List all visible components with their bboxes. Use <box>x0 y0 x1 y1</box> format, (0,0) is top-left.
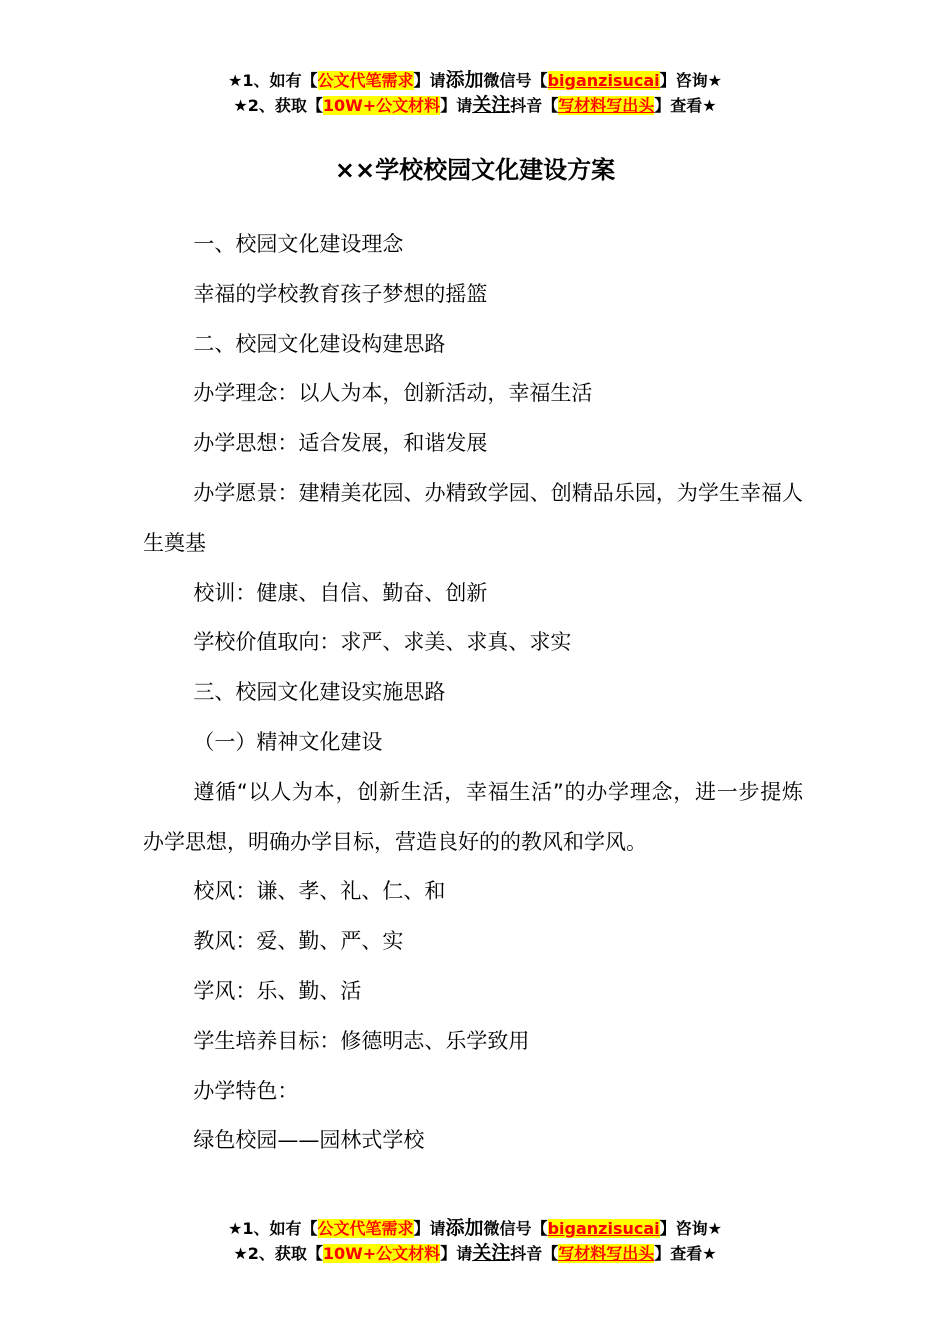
banner-line2-mid2: 抖音【 <box>510 1244 559 1263</box>
banner-line1-mid2: 微信号【 <box>483 1219 548 1238</box>
banner-line2-suffix: 】查看★ <box>654 96 717 115</box>
paragraph: 学校价值取向：求严、求美、求真、求实 <box>193 630 572 655</box>
banner-line1-emphasis: 添加 <box>445 69 484 91</box>
banner-line1-wechat-id[interactable]: biganzisucai <box>547 71 660 90</box>
banner-line-2 <box>0 1241 950 1266</box>
paragraph: 幸福的学校教育孩子梦想的摇篮 <box>193 281 488 306</box>
paragraph: 办学理念：以人为本，创新活动，幸福生活 <box>193 381 593 406</box>
document-title: ××学校校园文化建设方案 <box>334 156 616 184</box>
paragraph: 遵循“以人为本，创新生活，幸福生活”的办学理念，进一步提炼办学思想，明确办学目标，营造良好的的教风和学风。 <box>143 779 803 854</box>
paragraph: 学风：乐、勤、活 <box>193 978 362 1003</box>
banner-line2-mid2: 抖音【 <box>510 96 559 115</box>
banner-line2-prefix: ★2、获取【 <box>233 1244 323 1263</box>
banner-line-1 <box>0 68 950 93</box>
banner-line2-mid: 】请 <box>440 96 473 115</box>
banner-line1-prefix: ★1、如有【 <box>228 71 318 90</box>
section-heading-3: 三、校园文化建设实施思路 <box>193 680 446 705</box>
paragraph: 校风：谦、孝、礼、仁、和 <box>193 879 446 904</box>
section-heading-1: 一、校园文化建设理念 <box>193 232 404 256</box>
banner-line1-suffix: 】咨询★ <box>659 1219 722 1238</box>
banner-line2-suffix: 】查看★ <box>654 1244 717 1263</box>
banner-line1-highlight-service: 公文代笔需求 <box>317 71 414 90</box>
banner-line2-douyin-account[interactable]: 写材料写出头 <box>558 1244 655 1263</box>
banner-line1-mid: 】请 <box>413 71 446 90</box>
banner-line-2 <box>0 93 950 118</box>
paragraph: 绿色校园——园林式学校 <box>193 1128 425 1153</box>
banner-line1-mid2: 微信号【 <box>483 71 548 90</box>
banner-line2-mid: 】请 <box>440 1244 473 1263</box>
banner-line2-highlight-materials: 10W+公文材料 <box>322 96 441 115</box>
banner-line1-wechat-id[interactable]: biganzisucai <box>547 1219 660 1238</box>
paragraph: 办学愿景：建精美花园、办精致学园、创精品乐园，为学生幸福人生奠基 <box>143 480 803 555</box>
banner-line2-highlight-materials: 10W+公文材料 <box>322 1244 441 1263</box>
banner-line1-highlight-service: 公文代笔需求 <box>317 1219 414 1238</box>
banner-line1-mid: 】请 <box>413 1219 446 1238</box>
banner-line2-emphasis: 关注 <box>472 94 511 116</box>
paragraph: 教风：爱、勤、严、实 <box>193 929 404 954</box>
paragraph: 学生培养目标：修德明志、乐学致用 <box>193 1028 530 1053</box>
header-banner <box>0 68 950 118</box>
banner-line2-douyin-account[interactable]: 写材料写出头 <box>558 96 655 115</box>
banner-line1-suffix: 】咨询★ <box>659 71 722 90</box>
paragraph: 办学特色： <box>193 1078 299 1103</box>
banner-line-1 <box>0 1216 950 1241</box>
paragraph: 校训：健康、自信、勤奋、创新 <box>193 580 488 605</box>
banner-line2-prefix: ★2、获取【 <box>233 96 323 115</box>
banner-line1-prefix: ★1、如有【 <box>228 1219 318 1238</box>
banner-line2-emphasis: 关注 <box>472 1242 511 1264</box>
banner-line1-emphasis: 添加 <box>445 1217 484 1239</box>
subsection-heading: （一）精神文化建设 <box>193 729 383 754</box>
footer-banner <box>0 1216 950 1266</box>
document-body <box>143 220 803 1166</box>
paragraph: 办学思想：适合发展，和谐发展 <box>193 431 488 456</box>
section-heading-2: 二、校园文化建设构建思路 <box>193 331 446 356</box>
